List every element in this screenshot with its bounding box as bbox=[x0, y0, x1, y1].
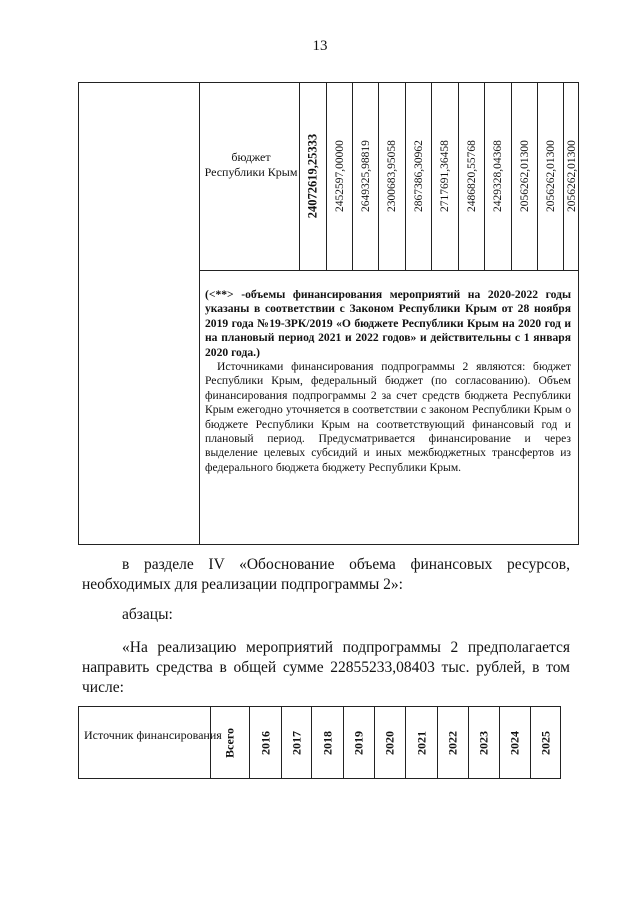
paragraph-section-iv: в разделе IV «Обоснование объема финансовых ресурсов, необходимых для реализации подпрограммы 2»: bbox=[82, 556, 570, 593]
year-header-text: 2025 bbox=[538, 730, 553, 755]
value-text: 24072619,25333 bbox=[305, 133, 320, 219]
value-text: 2867386,30962 bbox=[412, 140, 425, 212]
note-bold: (<**> -объемы финансирования мероприятий на 2020-2022 годы указаны в соответствии с Законом Республики Крым от 28 ноября 2019 года №19-ЗРК/2019 «О бюджете Республики Крым на 2020 год и на плановый период 2021 и 2022 годов» и действительны с 1 января 2020 года.) bbox=[205, 288, 571, 359]
value-text: 2056262,01300 bbox=[565, 140, 578, 212]
value-text: 2056262,01300 bbox=[544, 140, 557, 212]
source-label: бюджет Республики Крым bbox=[204, 150, 298, 179]
year-header-cell bbox=[210, 706, 249, 779]
year-header-cell bbox=[249, 706, 281, 779]
value-text: 2452597,00000 bbox=[333, 140, 346, 212]
year-header-text: 2017 bbox=[289, 730, 303, 755]
value-cell bbox=[378, 82, 405, 270]
year-header-cell bbox=[405, 706, 437, 779]
year-header-text: 2016 bbox=[258, 730, 272, 755]
value-cell bbox=[537, 82, 563, 270]
note-text: Источниками финансирования подпрограммы 2 являются: бюджет Республики Крым, федеральный бюджет (по согласованию). Объем финансирования подпрограммы 2 за счет средств бюджета Республики Крым ежегодно уточняется в соответствии с законом Республики Крым о бюджете Республики Крым на соответствующий финансовый год и плановый период. Предусматривается финансирование и через выделение целевых субсидий и иных межбюджетных трансфертов из федерального бюджета бюджету Республики Крым. bbox=[205, 360, 571, 474]
value-text: 2649325,98819 bbox=[359, 140, 372, 212]
value-text: 2056262,01300 bbox=[518, 140, 531, 212]
value-text: 2300683,95058 bbox=[386, 140, 398, 212]
year-header-text: 2018 bbox=[320, 730, 334, 755]
year-header-text: 2020 bbox=[382, 730, 397, 755]
paragraph-abzacy: абзацы: bbox=[122, 606, 173, 623]
year-header-cell bbox=[311, 706, 343, 779]
year-header-cell bbox=[374, 706, 405, 779]
year-header-text: 2022 bbox=[445, 730, 460, 755]
value-cell bbox=[458, 82, 484, 270]
value-cell bbox=[511, 82, 537, 270]
year-header-text: 2024 bbox=[507, 730, 522, 755]
value-cell bbox=[431, 82, 458, 270]
year-header-cell bbox=[530, 706, 561, 779]
year-header-text: 2023 bbox=[476, 730, 491, 755]
year-header-cell bbox=[437, 706, 468, 779]
year-header-text: 2021 bbox=[414, 730, 428, 755]
table-divider bbox=[199, 270, 579, 271]
value-cell bbox=[352, 82, 378, 270]
page-number: 13 bbox=[312, 38, 328, 54]
source-header: Источник финансирования bbox=[84, 728, 222, 742]
value-text: 2717691,36458 bbox=[439, 140, 451, 212]
table-divider bbox=[199, 82, 200, 545]
year-header-cell bbox=[343, 706, 374, 779]
year-header-cell bbox=[281, 706, 311, 779]
value-cell bbox=[563, 82, 579, 270]
year-header-text: Всего bbox=[222, 727, 237, 758]
value-cell bbox=[405, 82, 431, 270]
value-cell bbox=[484, 82, 511, 270]
year-header-cell bbox=[499, 706, 530, 779]
financing-note bbox=[205, 288, 571, 475]
year-header-text: 2019 bbox=[351, 730, 366, 755]
value-text: 2429328,04368 bbox=[492, 140, 504, 212]
value-text: 2486820,55768 bbox=[465, 140, 478, 212]
paragraph-funding-total: «На реализацию мероприятий подпрограммы 2 предполагается направить средства в общей сумме 22855233,08403 тыс. рублей, в том числе: bbox=[82, 639, 570, 696]
year-header-cell bbox=[468, 706, 499, 779]
value-cell bbox=[299, 82, 326, 270]
value-cell bbox=[326, 82, 352, 270]
